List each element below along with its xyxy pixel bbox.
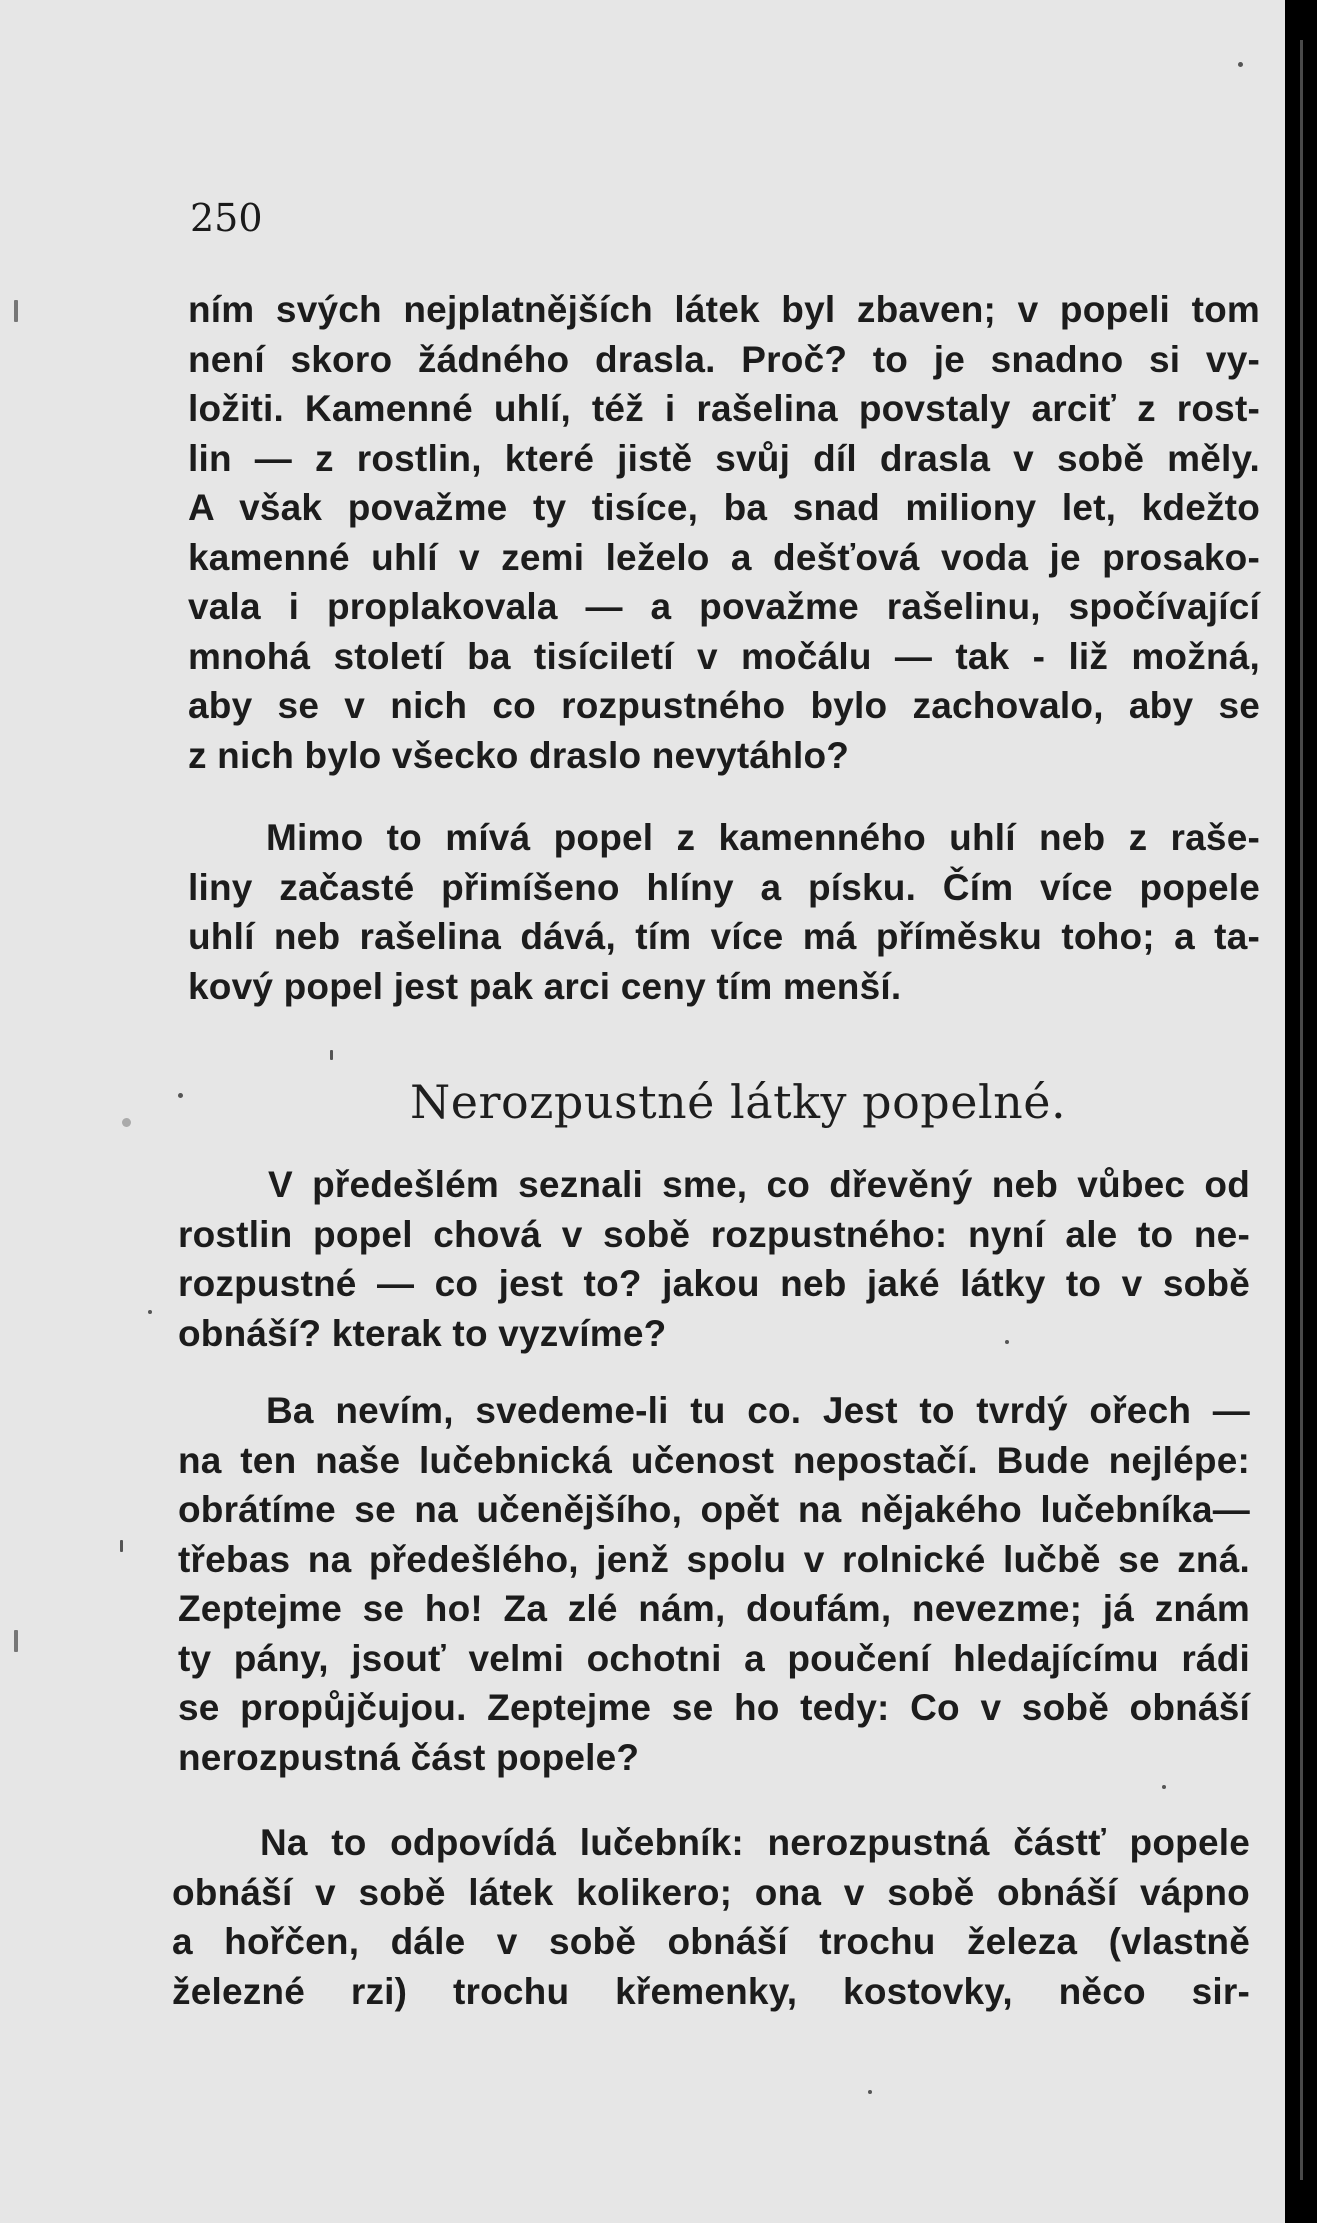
text-line: rozpustné — co jest to? jakou neb jaké látky to v sobě	[178, 1263, 1250, 1304]
text-line: ty pány, jsouť velmi ochotni a poučení hledajícímu rádi	[178, 1637, 1250, 1679]
text-line: není skoro žádného drasla. Proč? to je snadno si vy-	[188, 338, 1260, 380]
text-line: a hořčen, dále v sobě obnáší trochu železa (vlastně	[172, 1921, 1250, 1962]
print-speck	[178, 1093, 183, 1098]
text-line: aby se v nich co rozpustného bylo zachovalo, aby se	[188, 685, 1260, 726]
text-line: nerozpustná část popele?	[178, 1736, 640, 1778]
text-line: ním svých nejplatnějších látek byl zbaven; v popeli tom	[188, 289, 1260, 330]
print-speck	[1005, 1340, 1009, 1344]
text-line: liny začasté přimíšeno hlíny a písku. Čím více popele	[188, 866, 1260, 908]
print-speck	[122, 1118, 131, 1127]
paragraph-4	[178, 1386, 1250, 1782]
paragraph-2	[188, 813, 1260, 1011]
text-line: třebas na předešlého, jenž spolu v rolnické lučbě se zná.	[178, 1538, 1250, 1580]
binding-line	[1300, 40, 1303, 2180]
text-line: uhlí neb rašelina dává, tím více má příměsku toho; a ta-	[188, 916, 1260, 957]
paragraph-3	[178, 1160, 1250, 1358]
page-edge	[1285, 0, 1317, 2223]
paragraph-1	[188, 285, 1260, 780]
text-line: z nich bylo všecko draslo nevytáhlo?	[188, 734, 850, 776]
text-line: Ba nevím, svedeme-li tu co. Jest to tvrdý ořech —	[266, 1390, 1250, 1431]
text-line: obrátíme se na učenějšího, opět na nějakého lučebníka—	[178, 1489, 1250, 1530]
text-line: na ten naše lučebnická učenost nepostačí. Bude nejlépe:	[178, 1439, 1250, 1481]
text-line: vala i proplakovala — a považme rašelinu, spočívající	[188, 586, 1260, 627]
print-speck	[120, 1540, 123, 1552]
page-number: 250	[190, 196, 263, 240]
section-heading: Nerozpustné látky popelné.	[410, 1075, 1067, 1129]
print-speck	[1238, 62, 1243, 67]
print-speck	[14, 1630, 18, 1652]
text-line: lin — z rostlin, které jistě svůj díl drasla v sobě měly.	[188, 437, 1260, 479]
text-line: Na to odpovídá lučebník: nerozpustná částť popele	[260, 1822, 1250, 1863]
text-line: Mimo to mívá popel z kamenného uhlí neb z raše-	[266, 817, 1260, 858]
text-line: V předešlém seznali sme, co dřevěný neb vůbec od	[268, 1164, 1250, 1205]
text-line: obnáší? kterak to vyzvíme?	[178, 1312, 667, 1354]
print-speck	[1162, 1785, 1166, 1789]
text-line: obnáší v sobě látek kolikero; ona v sobě obnáší vápno	[172, 1871, 1250, 1913]
text-line: Zeptejme se ho! Za zlé nám, doufám, nevezme; já znám	[178, 1588, 1250, 1629]
text-line: se propůjčujou. Zeptejme se ho tedy: Co v sobě obnáší	[178, 1687, 1250, 1728]
print-speck	[14, 300, 18, 322]
text-line: kový popel jest pak arci ceny tím menší.	[188, 965, 902, 1007]
text-line: mnohá století ba tisíciletí v močálu — tak - liž možná,	[188, 635, 1260, 677]
paragraph-5	[172, 1818, 1250, 2016]
text-line: kamenné uhlí v zemi leželo a dešťová voda je prosako-	[188, 536, 1260, 578]
text-line: A však považme ty tisíce, ba snad miliony let, kdežto	[188, 487, 1260, 528]
print-speck	[868, 2090, 872, 2094]
text-line: železné rzi) trochu křemenky, kostovky, něco sir-	[172, 1970, 1250, 2012]
print-speck	[330, 1050, 333, 1060]
text-line: rostlin popel chová v sobě rozpustného: nyní ale to ne-	[178, 1213, 1250, 1255]
print-speck	[148, 1310, 152, 1314]
text-line: ložiti. Kamenné uhlí, též i rašelina povstaly arciť z rost-	[188, 388, 1260, 429]
